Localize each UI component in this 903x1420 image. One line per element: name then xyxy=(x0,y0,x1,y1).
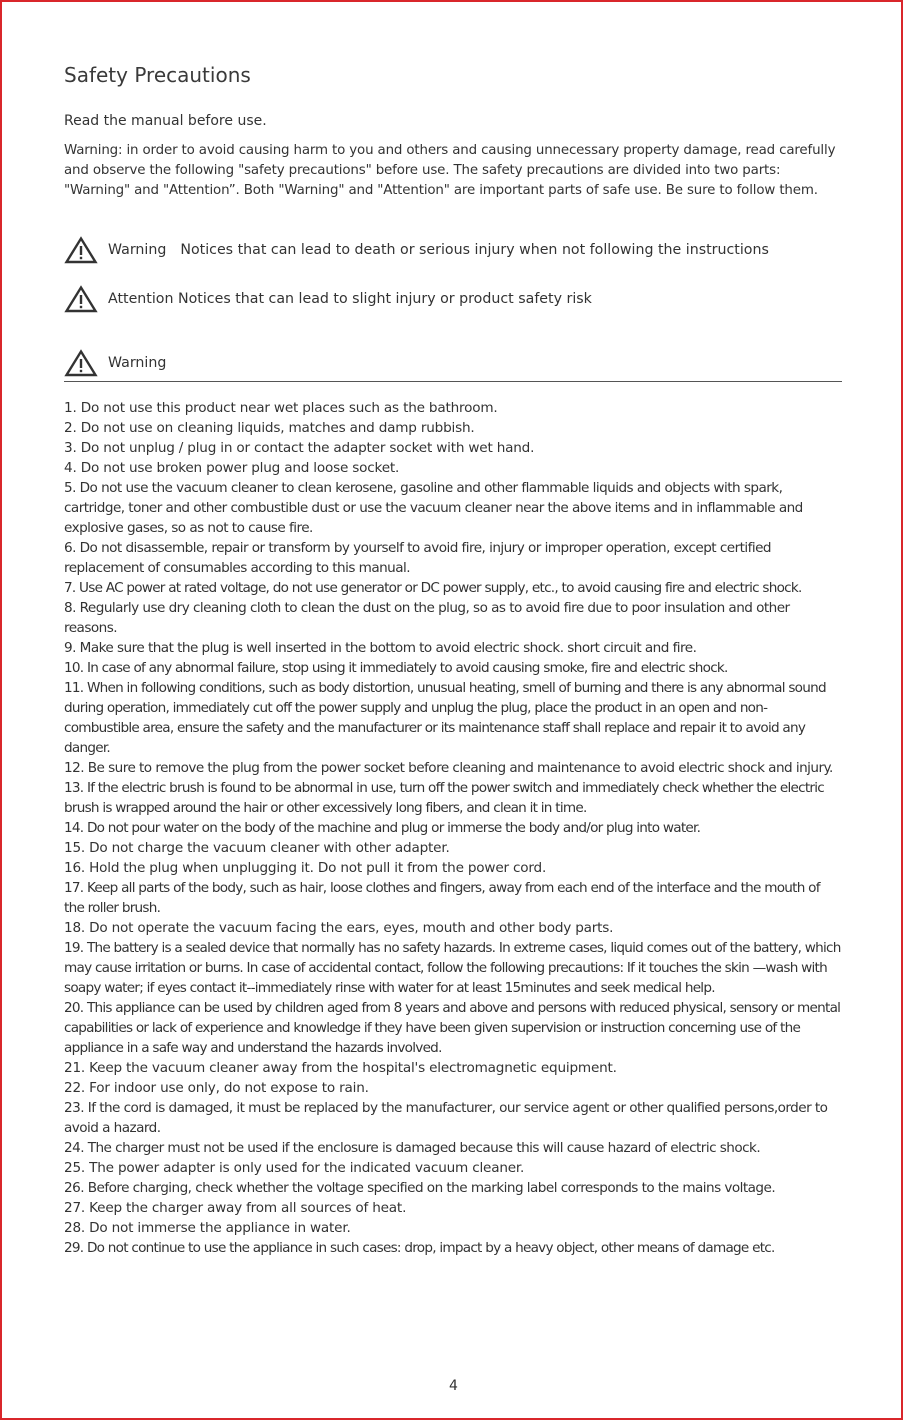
list-item: 12. Be sure to remove the plug from the power socket before cleaning and maintenance to avoid electric shock and injury. xyxy=(64,760,833,776)
list-item: 4. Do not use broken power plug and loose socket. xyxy=(64,460,400,476)
list-item: 9. Make sure that the plug is well inserted in the bottom to avoid electric shock. short circuit and fire. xyxy=(64,640,697,656)
list-item: 7. Use AC power at rated voltage, do not use generator or DC power supply, etc., to avoid causing fire and electric shock. xyxy=(64,580,802,596)
list-item: 23. If the cord is damaged, it must be replaced by the manufacturer, our service agent or other qualified persons,order to avoid a hazard. xyxy=(64,1100,828,1136)
list-item: 27. Keep the charger away from all sources of heat. xyxy=(64,1200,407,1216)
notice-label: Warning xyxy=(108,242,167,258)
list-item: 25. The power adapter is only used for the indicated vacuum cleaner. xyxy=(64,1160,525,1176)
list-item: 18. Do not operate the vacuum facing the ears, eyes, mouth and other body parts. xyxy=(64,920,614,936)
section-heading-label: Warning xyxy=(108,355,167,371)
list-item: 26. Before charging, check whether the voltage specified on the marking label corresponds to the mains voltage. xyxy=(64,1180,776,1196)
warning-paragraph: Warning: in order to avoid causing harm to you and others and causing unnecessary property damage, read carefully and observe the following "safety precautions" before use. The safety precautions are divided into two parts: "Warning" and "Attention”. Both "Warning" and "Attention" are important parts of safe use. Be sure to follow them. xyxy=(64,143,836,198)
list-item: 3. Do not unplug / plug in or contact the adapter socket with wet hand. xyxy=(64,440,535,456)
list-item: 29. Do not continue to use the appliance in such cases: drop, impact by a heavy object, other means of damage etc. xyxy=(64,1240,775,1256)
list-item: 19. The battery is a sealed device that normally has no safety hazards. In extreme cases, liquid comes out of the battery, which may cause irritation or burns. In case of accidental contact, follow the following precautions: If it touches the skin —wash with soapy water; if eyes contact it--immediately rinse with water for at least 15minutes and seek medical help. xyxy=(64,940,841,996)
list-item: 5. Do not use the vacuum cleaner to clean kerosene, gasoline and other flammable liquids and objects with spark, cartridge, toner and other combustible dust or use the vacuum cleaner near the above items and in inflammable and explosive gases, so as not to cause fire. xyxy=(64,480,803,536)
page-title: Safety Precautions xyxy=(64,63,251,87)
notice-label: Attention xyxy=(108,291,174,307)
warning-triangle-icon xyxy=(64,236,98,264)
notice-attention xyxy=(64,285,592,313)
page-number: 4 xyxy=(449,1378,458,1394)
list-item: 13. If the electric brush is found to be abnormal in use, turn off the power switch and immediately check whether the electric brush is wrapped around the hair or other excessively long fibers, and clean it in time. xyxy=(64,780,825,816)
list-item: 20. This appliance can be used by children aged from 8 years and above and persons with reduced physical, sensory or mental capabilities or lack of experience and knowledge if they have been given supervision or instruction concerning use of the appliance in a safe way and understand the hazards involved. xyxy=(64,1000,841,1056)
warning-triangle-icon xyxy=(64,349,98,377)
notice-warning xyxy=(64,236,769,264)
list-item: 17. Keep all parts of the body, such as hair, loose clothes and fingers, away from each end of the interface and the mouth of the roller brush. xyxy=(64,880,820,916)
list-item: 24. The charger must not be used if the enclosure is damaged because this will cause hazard of electric shock. xyxy=(64,1140,761,1156)
list-item: 8. Regularly use dry cleaning cloth to clean the dust on the plug, so as to avoid fire due to poor insulation and other reasons. xyxy=(64,600,790,636)
list-item: 22. For indoor use only, do not expose to rain. xyxy=(64,1080,369,1096)
section-divider xyxy=(64,381,842,382)
list-item: 21. Keep the vacuum cleaner away from the hospital's electromagnetic equipment. xyxy=(64,1060,617,1076)
warning-triangle-icon xyxy=(64,285,98,313)
intro-text: Read the manual before use. xyxy=(64,113,267,129)
list-item: 2. Do not use on cleaning liquids, matches and damp rubbish. xyxy=(64,420,475,436)
notice-text: Notices that can lead to death or serious injury when not following the instructions xyxy=(180,242,769,258)
list-item: 10. In case of any abnormal failure, stop using it immediately to avoid causing smoke, fire and electric shock. xyxy=(64,660,728,676)
list-item: 28. Do not immerse the appliance in water. xyxy=(64,1220,351,1236)
section-heading xyxy=(64,349,166,377)
list-item: 15. Do not charge the vacuum cleaner with other adapter. xyxy=(64,840,450,856)
list-item: 11. When in following conditions, such as body distortion, unusual heating, smell of burning and there is any abnormal sound during operation, immediately cut off the power supply and unplug the plug, place the product in an open and non-combustible area, ensure the safety and the manufacturer or its maintenance staff shall replace and repair it to avoid any danger. xyxy=(64,680,826,756)
list-item: 6. Do not disassemble, repair or transform by yourself to avoid fire, injury or improper operation, except certified replacement of consumables according to this manual. xyxy=(64,540,771,576)
list-item: 1. Do not use this product near wet places such as the bathroom. xyxy=(64,400,498,416)
list-item: 14. Do not pour water on the body of the machine and plug or immerse the body and/or plug into water. xyxy=(64,820,701,836)
notice-text: Notices that can lead to slight injury or product safety risk xyxy=(178,291,592,307)
list-item: 16. Hold the plug when unplugging it. Do not pull it from the power cord. xyxy=(64,860,547,876)
warning-rules-list xyxy=(64,398,842,1258)
